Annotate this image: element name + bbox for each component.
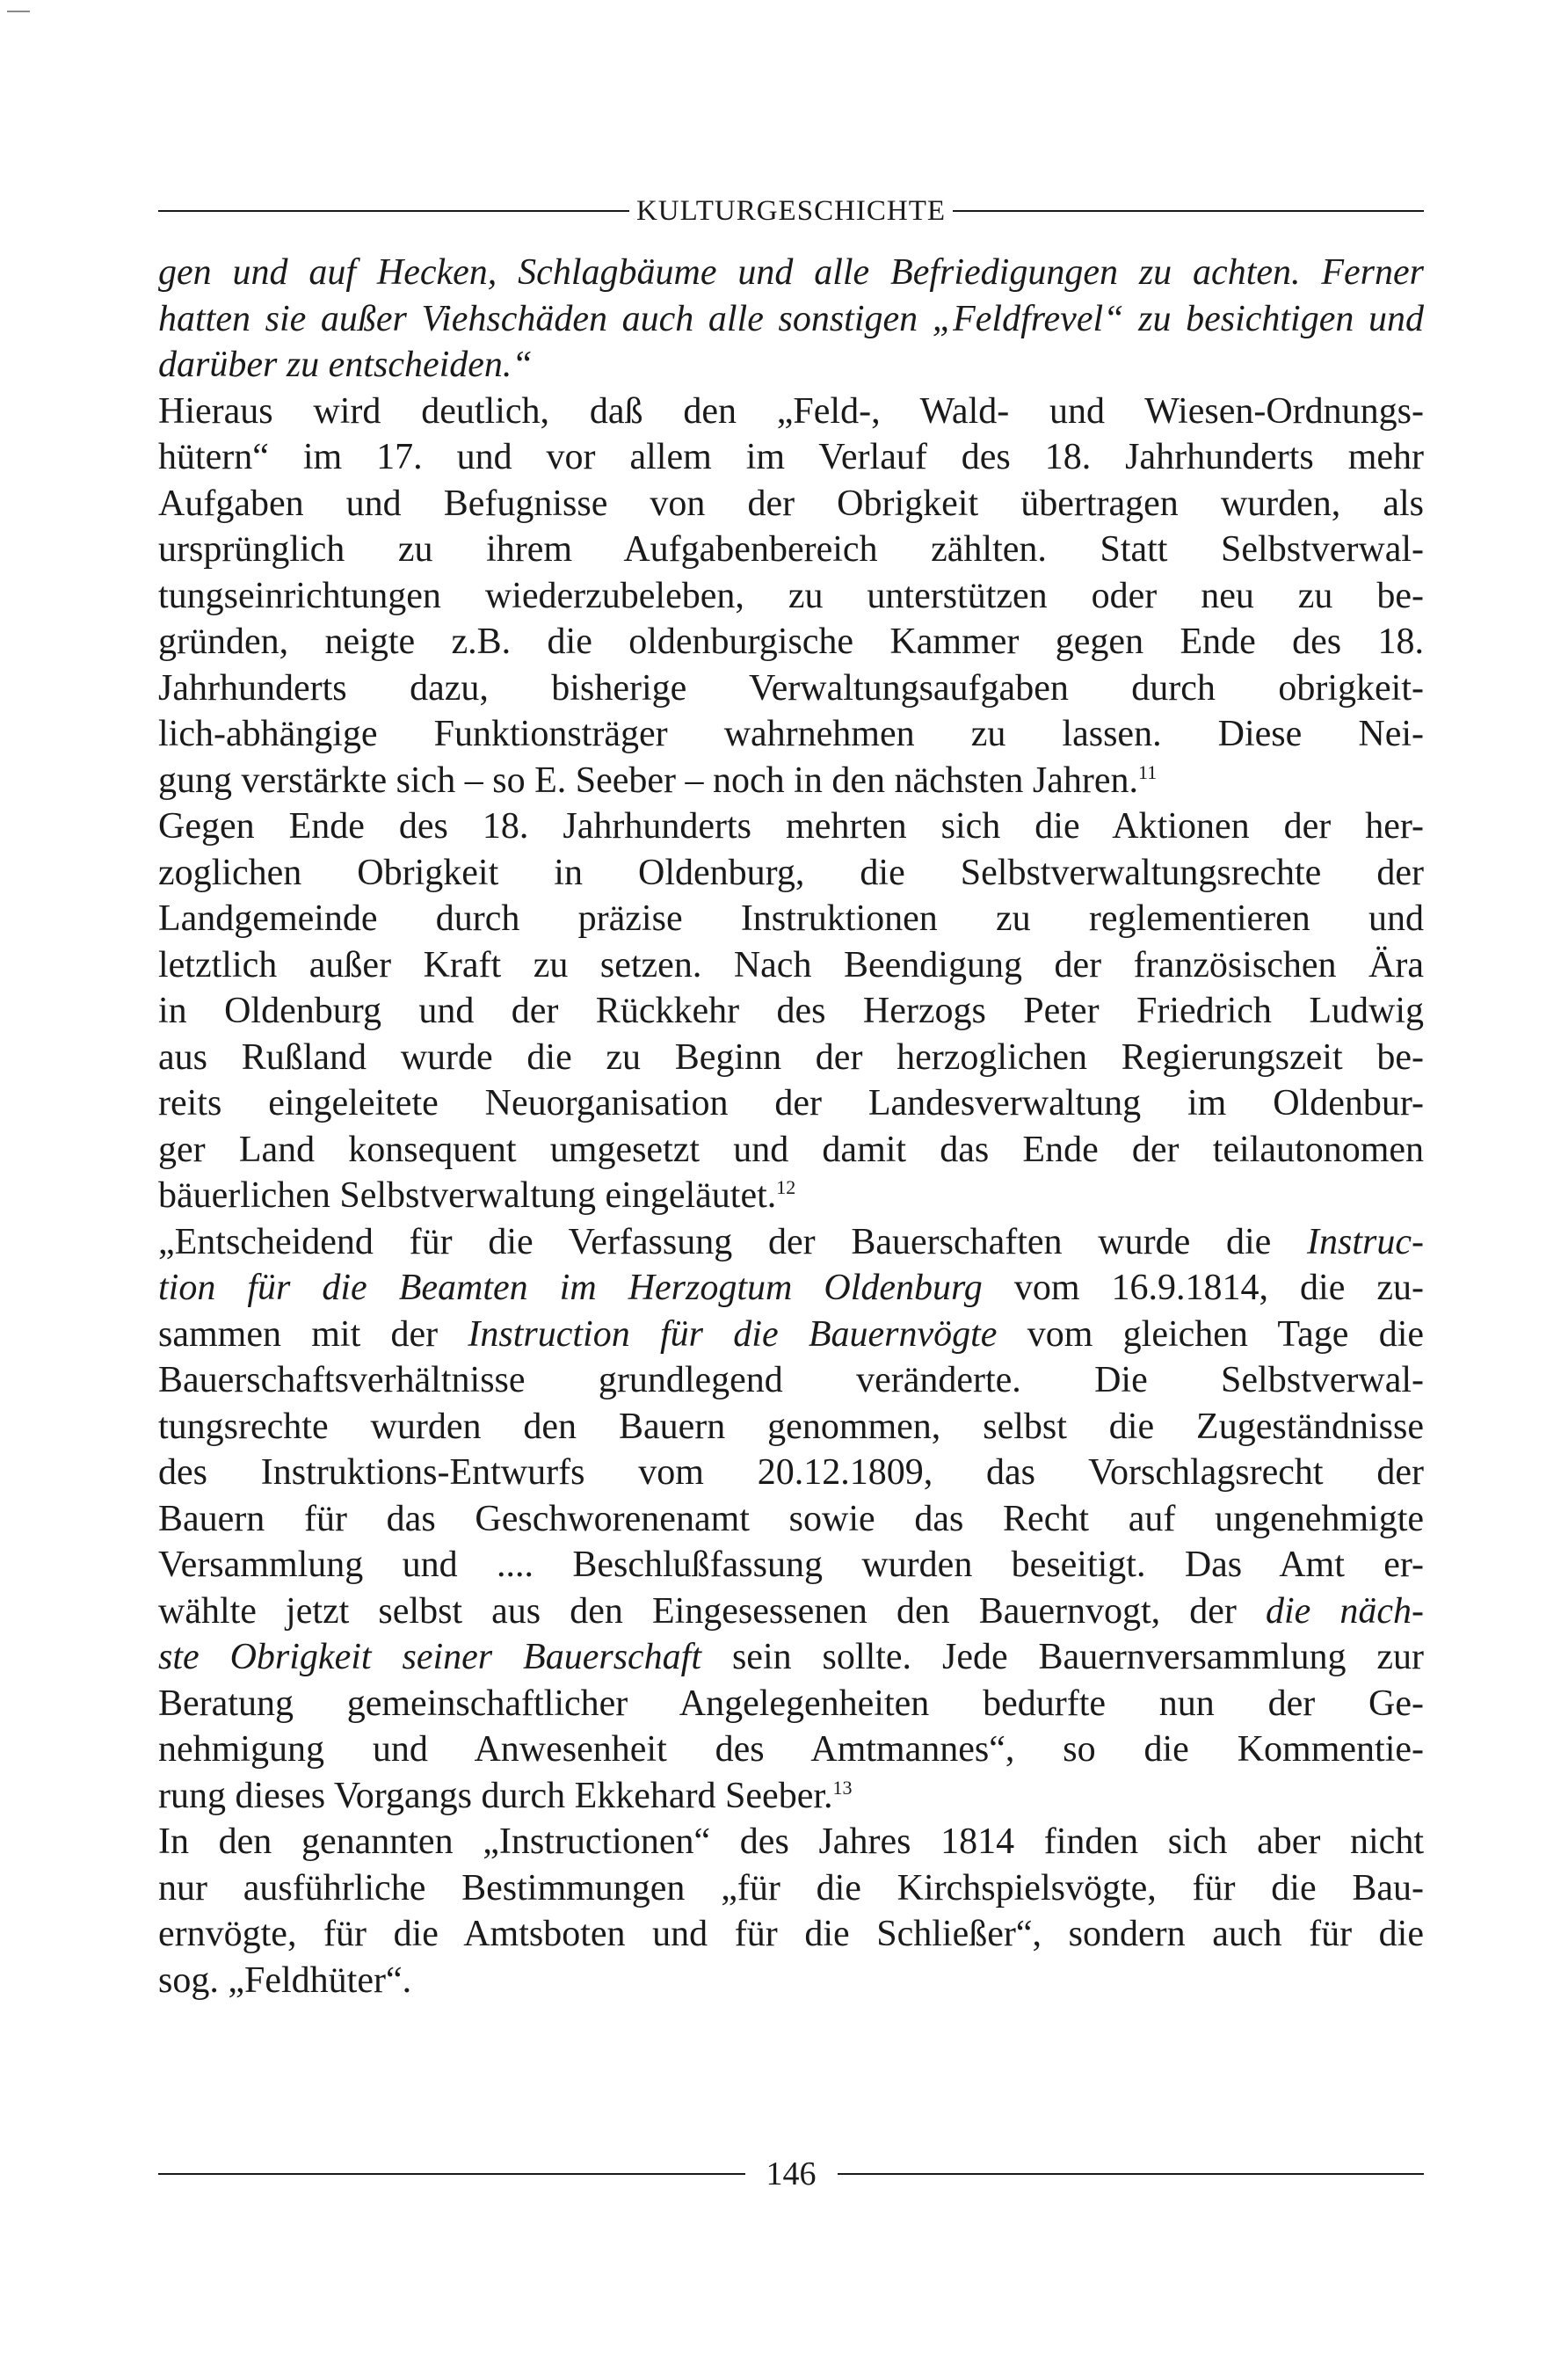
text-line <box>158 1819 1424 1865</box>
text-run: Aufgaben und Befugnisse von der Obrigkeit übertragen wurden, als <box>158 483 1424 524</box>
italic-text: hatten sie außer Viehschäden auch alle sonstigen „Feldfrevel“ zu besichtigen und <box>158 298 1424 339</box>
text-line <box>158 1265 1424 1312</box>
text-line <box>158 1312 1424 1358</box>
text-run: nehmigung und Anwesenheit des Amtmannes“, so die Kommentie- <box>158 1729 1424 1770</box>
footnote-marker: 11 <box>1138 760 1158 783</box>
page-footer <box>158 2152 1424 2196</box>
text-run: Hieraus wird deutlich, daß den „Feld-, Wald- und Wiesen-Ordnungs- <box>158 390 1424 432</box>
text-line <box>158 573 1424 620</box>
italic-text: die näch- <box>1265 1590 1424 1632</box>
text-line <box>158 481 1424 527</box>
text-run: sammen mit der <box>158 1313 468 1355</box>
text-line <box>158 619 1424 665</box>
text-run: Bauern für das Geschworenenamt sowie das Recht auf ungenehmigte <box>158 1498 1424 1539</box>
italic-text: darüber zu entscheiden.“ <box>158 345 533 385</box>
text-run: ursprünglich zu ihrem Aufgabenbereich zählten. Statt Selbstverwal- <box>158 529 1424 570</box>
text-line <box>158 527 1424 573</box>
text-run: Landgemeinde durch präzise Instruktionen zu reglementieren und <box>158 898 1424 939</box>
text-run: bäuerlichen Selbstverwaltung eingeläutet. <box>158 1175 777 1216</box>
text-line <box>158 1773 1424 1820</box>
text-run: lich-abhängige Funktionsträger wahrnehmen zu lassen. Diese Nei- <box>158 714 1424 754</box>
body-text <box>158 250 1424 2003</box>
text-line <box>158 942 1424 989</box>
running-header <box>158 192 1424 230</box>
text-run: zoglichen Obrigkeit in Oldenburg, die Selbstverwaltungsrechte der <box>158 852 1424 893</box>
text-line <box>158 711 1424 758</box>
text-line <box>158 1911 1424 1958</box>
text-run: tungseinrichtungen wiederzubeleben, zu unterstützen oder neu zu be- <box>158 575 1424 616</box>
text-line <box>158 1219 1424 1266</box>
footnote-marker: 13 <box>832 1776 853 1799</box>
page-number: 146 <box>766 2156 817 2192</box>
text-run: Beratung gemeinschaftlicher Angelegenheiten bedurfte nun der Ge- <box>158 1683 1424 1724</box>
text-line <box>158 1450 1424 1496</box>
text-run: ger Land konsequent umgesetzt und damit das Ende der teilautonomen <box>158 1129 1424 1170</box>
text-run: in Oldenburg und der Rückkehr des Herzogs Peter Friedrich Ludwig <box>158 991 1424 1031</box>
italic-text: Instruction für die Bauernvögte <box>468 1313 998 1355</box>
text-run: aus Rußland wurde die zu Beginn der herzoglichen Regierungszeit be- <box>158 1036 1424 1078</box>
text-line <box>158 1080 1424 1127</box>
text-run: Bauerschaftsverhältnisse grundlegend veränderte. Die Selbstverwal- <box>158 1360 1424 1400</box>
text-run: reits eingeleitete Neuorganisation der Landesverwaltung im Oldenbur- <box>158 1083 1424 1123</box>
italic-text: ste Obrigkeit seiner Bauerschaft <box>158 1637 702 1677</box>
footer-rule-right <box>838 2173 1425 2175</box>
text-run: rung dieses Vorgangs durch Ekkehard Seeber. <box>158 1775 833 1816</box>
text-run: gung verstärkte sich – so E. Seeber – noch in den nächsten Jahren. <box>158 760 1139 801</box>
text-line <box>158 1727 1424 1773</box>
text-run: In den genannten „Instructionen“ des Jahres 1814 finden sich aber nicht <box>158 1821 1424 1862</box>
text-line <box>158 1588 1424 1635</box>
text-run: tungsrechte wurden den Bauern genommen, selbst die Zugeständnisse <box>158 1406 1424 1447</box>
text-line <box>158 296 1424 343</box>
text-line <box>158 988 1424 1035</box>
text-line <box>158 850 1424 897</box>
text-run: vom 16.9.1814, die zu- <box>982 1268 1424 1308</box>
text-line <box>158 1404 1424 1450</box>
text-line <box>158 665 1424 712</box>
text-run: Gegen Ende des 18. Jahrhunderts mehrten sich die Aktionen der her- <box>158 806 1424 847</box>
text-line <box>158 342 1424 389</box>
text-line <box>158 1173 1424 1219</box>
text-line <box>158 250 1424 296</box>
text-line <box>158 1496 1424 1543</box>
italic-text: gen und auf Hecken, Schlagbäume und alle Befriedigungen zu achten. Ferner <box>158 252 1424 293</box>
text-line <box>158 1357 1424 1404</box>
text-run: nur ausführliche Bestimmungen „für die Kirchspielsvögte, für die Bau- <box>158 1867 1424 1908</box>
footnote-marker: 12 <box>776 1176 796 1198</box>
text-run: ernvögte, für die Amtsboten und für die Schließer“, sondern auch für die <box>158 1914 1424 1954</box>
text-line <box>158 434 1424 481</box>
footer-rule-left <box>158 2173 745 2175</box>
header-rule-right <box>953 210 1424 212</box>
text-line <box>158 1542 1424 1588</box>
text-line <box>158 803 1424 850</box>
text-run: Versammlung und .... Beschlußfassung wurden beseitigt. Das Amt er- <box>158 1545 1424 1585</box>
text-line <box>158 1035 1424 1081</box>
text-run: wählte jetzt selbst aus den Eingesessenen den Bauernvogt, der <box>158 1590 1266 1632</box>
text-line <box>158 1127 1424 1174</box>
text-run: gründen, neigte z.B. die oldenburgische Kammer gegen Ende des 18. <box>158 622 1424 662</box>
text-line <box>158 896 1424 942</box>
text-run: vom gleichen Tage die <box>997 1313 1424 1355</box>
text-line <box>158 1634 1424 1681</box>
header-rule-left <box>158 210 629 212</box>
text-run: sog. „Feldhüter“. <box>158 1959 412 2001</box>
scan-corner-mark <box>7 11 30 12</box>
text-line <box>158 1681 1424 1727</box>
text-run: Jahrhunderts dazu, bisherige Verwaltungsaufgaben durch obrigkeit- <box>158 667 1424 709</box>
italic-text: tion für die Beamten im Herzogtum Oldenburg <box>158 1268 983 1308</box>
text-run: des Instruktions-Entwurfs vom 20.12.1809, das Vorschlagsrecht der <box>158 1452 1424 1493</box>
text-line <box>158 389 1424 435</box>
text-line <box>158 1958 1424 2004</box>
text-line <box>158 1865 1424 1912</box>
section-title: KULTURGESCHICHTE <box>635 194 947 227</box>
text-run: letztlich außer Kraft zu setzen. Nach Beendigung der französischen Ära <box>158 944 1424 985</box>
italic-text: Instruc- <box>1307 1221 1424 1262</box>
text-run: sein sollte. Jede Bauernversammlung zur <box>701 1637 1424 1677</box>
text-line <box>158 758 1424 804</box>
text-run: hütern“ im 17. und vor allem im Verlauf des 18. Jahrhunderts mehr <box>158 437 1424 477</box>
text-run: „Entscheidend für die Verfassung der Bauerschaften wurde die <box>158 1221 1308 1262</box>
